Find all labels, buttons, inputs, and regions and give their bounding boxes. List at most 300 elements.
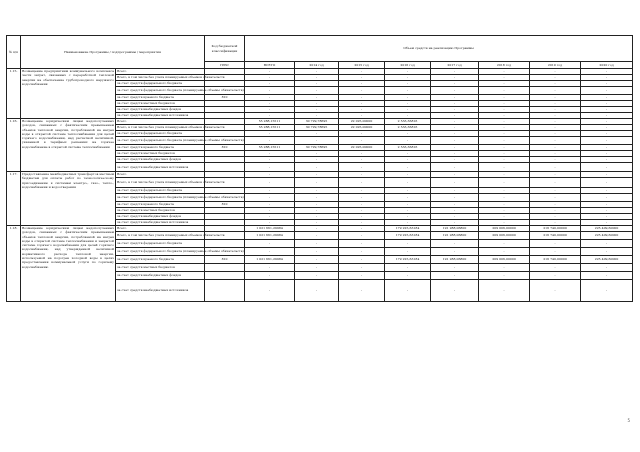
funding-value: - [245, 87, 295, 95]
funding-value: - [581, 202, 633, 208]
funding-value: - [530, 137, 581, 145]
funding-value: - [385, 240, 431, 248]
funding-source: за счет средств внебюджетных источников [116, 163, 205, 172]
funding-value: - [245, 107, 295, 113]
funding-value: - [385, 172, 431, 178]
funding-value: - [431, 87, 479, 95]
grbs-code: 810 [205, 95, 245, 101]
funding-value: - [581, 95, 633, 101]
funding-value: - [479, 157, 530, 163]
grbs-code [205, 272, 245, 280]
funding-value: - [479, 202, 530, 208]
funding-value: - [295, 232, 339, 240]
funding-value: - [295, 214, 339, 220]
funding-value: - [479, 81, 530, 87]
funding-source: за счет средств краевого бюджета [116, 95, 205, 101]
funding-value: 216 740,00000 [530, 232, 581, 240]
funding-value: - [431, 119, 479, 125]
funding-value: - [581, 107, 633, 113]
funding-value: - [530, 69, 581, 75]
funding-value: - [245, 194, 295, 202]
funding-value: - [581, 75, 633, 81]
funding-value: - [385, 131, 431, 137]
funding-value: - [479, 272, 530, 280]
header-year: 2018 год [479, 62, 530, 69]
funding-value: - [431, 178, 479, 188]
funding-value: - [245, 264, 295, 272]
funding-value: - [295, 272, 339, 280]
funding-value: - [530, 151, 581, 157]
funding-value: - [431, 101, 479, 107]
funding-value: - [581, 101, 633, 107]
funding-value: - [479, 194, 530, 202]
funding-value: - [245, 172, 295, 178]
funding-value: - [431, 280, 479, 302]
measure-number: 1.18. [7, 226, 21, 302]
funding-value: - [295, 163, 339, 172]
funding-source: Всего, в том числе без учета планируемых объемов обязательств [116, 178, 205, 188]
table-body [7, 69, 633, 302]
funding-source: за счет средств федерального бюджета [116, 188, 205, 194]
funding-value: 179 225,63184 [385, 256, 431, 264]
funding-source: за счет средств федерального бюджета [116, 240, 205, 248]
funding-value: - [530, 145, 581, 151]
funding-value: - [479, 125, 530, 131]
funding-value: - [295, 95, 339, 101]
funding-value: - [581, 151, 633, 157]
funding-value: - [245, 151, 295, 157]
funding-value: 2 533,36816 [385, 119, 431, 125]
funding-value: - [245, 101, 295, 107]
funding-value: - [339, 208, 385, 214]
funding-value: - [431, 248, 479, 256]
funding-value: 225 409,60000 [581, 232, 633, 240]
measure-name: Возмещение юридическим лицам недополученных доходов, связанных с фактическим превышением объемов тепловой энергии, потребляемой на нагрев воды в открытой системе теплоснабжения для целей горячего водоснабжения, над расчетной величиной, указанной в тарифных решениях на горячее водоснабжение в открытой системе теплоснабжения [21, 119, 116, 172]
funding-value: 209 006,00000 [479, 256, 530, 264]
funding-value: - [385, 151, 431, 157]
funding-value: 55 288,15511 [245, 125, 295, 131]
funding-source: за счет средств местных бюджетов [116, 264, 205, 272]
funding-value: - [581, 214, 633, 220]
funding-source: Всего [116, 226, 205, 232]
funding-value: - [339, 214, 385, 220]
header-code: Код бюджетной классификации [205, 36, 245, 62]
measure-number: 1.16. [7, 119, 21, 172]
funding-value: - [581, 264, 633, 272]
funding-value: - [431, 81, 479, 87]
funding-value: 30 729,78695 [295, 145, 339, 151]
funding-value: 30 729,78695 [295, 125, 339, 131]
funding-value: 179 225,63184 [385, 232, 431, 240]
funding-value: - [339, 220, 385, 226]
funding-value: - [479, 280, 530, 302]
funding-value: - [339, 81, 385, 87]
funding-source: за счет средств федерального бюджета (планируемые объемы обязательств) [116, 194, 205, 202]
funding-value: - [385, 214, 431, 220]
funding-value: - [245, 240, 295, 248]
funding-value: - [295, 248, 339, 256]
funding-value: 55 288,15511 [245, 145, 295, 151]
funding-value: - [581, 248, 633, 256]
funding-value: - [530, 214, 581, 220]
grbs-code [205, 264, 245, 272]
funding-value: - [339, 178, 385, 188]
funding-value: - [431, 125, 479, 131]
funding-value: - [339, 256, 385, 264]
funding-value: - [385, 157, 431, 163]
funding-value: - [339, 240, 385, 248]
funding-value: - [295, 208, 339, 214]
funding-value: - [245, 248, 295, 256]
funding-value: - [431, 95, 479, 101]
funding-value: - [245, 272, 295, 280]
funding-value: - [431, 107, 479, 113]
funding-value: - [339, 101, 385, 107]
funding-value: 2 533,36816 [385, 145, 431, 151]
funding-value: - [339, 232, 385, 240]
funding-value: - [431, 145, 479, 151]
funding-value: - [339, 272, 385, 280]
funding-value: - [245, 95, 295, 101]
funding-value: - [385, 137, 431, 145]
funding-value: - [339, 69, 385, 75]
funding-value: - [530, 208, 581, 214]
funding-value: - [479, 208, 530, 214]
header-year: 2017 год [431, 62, 479, 69]
funding-value: - [385, 220, 431, 226]
funding-value: - [581, 172, 633, 178]
funding-value: - [581, 69, 633, 75]
funding-value: - [385, 75, 431, 81]
funding-value: - [295, 131, 339, 137]
funding-source: за счет средств федерального бюджета (планируемые объемы обязательств) [116, 248, 205, 256]
funding-value: - [479, 172, 530, 178]
funding-value: - [431, 163, 479, 172]
funding-value: - [530, 113, 581, 119]
funding-value: - [245, 163, 295, 172]
funding-value: 55 288,15511 [245, 119, 295, 125]
funding-value: - [245, 188, 295, 194]
funding-value: - [530, 81, 581, 87]
funding-value: 22 025,00000 [339, 119, 385, 125]
funding-source: за счет средств федерального бюджета [116, 131, 205, 137]
funding-value: - [581, 163, 633, 172]
funding-value: 216 740,00000 [530, 256, 581, 264]
funding-value: - [245, 220, 295, 226]
funding-value: - [295, 194, 339, 202]
funding-value: - [295, 188, 339, 194]
measure-name: Возмещение предприятиям коммунального комплекса части затрат, связанных с переработкой тепловой энергии на обеспечение трубопроводного наружного водоснабжения [21, 69, 116, 119]
funding-value: 1 021 661,29984 [245, 232, 295, 240]
funding-value: - [530, 178, 581, 188]
grbs-code: 810 [205, 145, 245, 151]
grbs-code: 810 [205, 202, 245, 208]
funding-source: за счет средств федерального бюджета [116, 81, 205, 87]
funding-source: Всего, в том числе без учета планируемых объемов обязательств [117, 75, 225, 80]
funding-value: - [339, 163, 385, 172]
funding-value: - [431, 214, 479, 220]
funding-value: - [581, 280, 633, 302]
header-year: 2016 год [385, 62, 431, 69]
funding-value: - [431, 194, 479, 202]
funding-source: за счет средств краевого бюджета [116, 202, 205, 208]
funding-value: - [581, 119, 633, 125]
funding-value: - [385, 188, 431, 194]
funding-value: - [581, 188, 633, 194]
funding-source: за счет средств краевого бюджета [116, 256, 205, 264]
funding-value: - [479, 95, 530, 101]
funding-value: - [385, 264, 431, 272]
funding-value: - [479, 75, 530, 81]
grbs-code [205, 280, 245, 302]
funding-value: - [385, 178, 431, 188]
funding-table [6, 35, 633, 302]
funding-source: за счет средств местных бюджетов [116, 208, 205, 214]
funding-value: - [339, 75, 385, 81]
funding-value: - [339, 151, 385, 157]
funding-value: - [479, 107, 530, 113]
funding-value: - [431, 202, 479, 208]
funding-value: - [530, 75, 581, 81]
funding-value: - [295, 81, 339, 87]
funding-value: - [295, 157, 339, 163]
funding-value: - [245, 113, 295, 119]
funding-source: Всего, в том числе без учета планируемых объемов обязательств [117, 125, 225, 130]
funding-value: - [339, 264, 385, 272]
grbs-code [205, 240, 245, 248]
funding-value: - [581, 157, 633, 163]
funding-value: - [479, 220, 530, 226]
funding-value: - [339, 131, 385, 137]
funding-value: - [385, 95, 431, 101]
funding-value: - [295, 172, 339, 178]
funding-value: 191 288,06800 [431, 226, 479, 232]
funding-value: - [295, 87, 339, 95]
funding-value: - [245, 131, 295, 137]
funding-value: - [339, 248, 385, 256]
funding-value: - [245, 208, 295, 214]
funding-value: - [530, 125, 581, 131]
funding-value: - [530, 240, 581, 248]
funding-source: за счет средств внебюджетных фондов [116, 107, 205, 113]
funding-value: - [530, 157, 581, 163]
funding-value: 216 740,00000 [530, 226, 581, 232]
funding-value: - [581, 240, 633, 248]
funding-value: - [530, 107, 581, 113]
document-page [6, 35, 632, 302]
funding-value: - [479, 151, 530, 157]
funding-value: - [479, 69, 530, 75]
funding-value: - [339, 113, 385, 119]
funding-value: 209 006,00000 [479, 232, 530, 240]
funding-value: - [295, 151, 339, 157]
funding-value: - [295, 280, 339, 302]
funding-value: - [431, 113, 479, 119]
funding-value: - [295, 113, 339, 119]
measure-number: 1.17. [7, 172, 21, 226]
funding-value: - [530, 87, 581, 95]
page-number: 5 [627, 418, 630, 423]
funding-value: 1 021 661,29984 [245, 226, 295, 232]
header-year: 2020 год [581, 62, 633, 69]
funding-value: - [245, 75, 295, 81]
funding-source: за счет средств внебюджетных фондов [116, 214, 205, 220]
funding-value: - [581, 81, 633, 87]
funding-value: - [339, 95, 385, 101]
funding-value: - [385, 69, 431, 75]
funding-source: за счет средств внебюджетных источников [116, 280, 205, 302]
funding-value: - [245, 81, 295, 87]
funding-value: - [581, 113, 633, 119]
funding-value: 30 729,78695 [295, 119, 339, 125]
funding-source: за счет средств местных бюджетов [116, 101, 205, 107]
funding-value: - [339, 172, 385, 178]
funding-value: - [295, 240, 339, 248]
funding-value: - [479, 101, 530, 107]
funding-value: - [295, 220, 339, 226]
funding-value: - [245, 157, 295, 163]
funding-value: 209 006,00000 [479, 226, 530, 232]
funding-value: - [385, 208, 431, 214]
funding-source: за счет средств внебюджетных фондов [116, 272, 205, 280]
funding-value: - [581, 220, 633, 226]
funding-value: - [581, 87, 633, 95]
header-year: ВСЕГО [245, 62, 295, 69]
funding-value: - [385, 272, 431, 280]
funding-value: - [295, 75, 339, 81]
funding-value: 1 021 661,29984 [245, 256, 295, 264]
funding-value: - [479, 240, 530, 248]
funding-value: - [295, 264, 339, 272]
grbs-code [205, 163, 245, 172]
measure-name: Предоставление межбюджетных трансфертов местным бюджетам для оплаты работ по технологическому присоединению к системам электро-, газо-, тепло-, водоснабжения и водоотведения [21, 172, 116, 226]
funding-value: - [479, 87, 530, 95]
funding-value: - [530, 172, 581, 178]
funding-value: - [295, 69, 339, 75]
funding-value: - [431, 69, 479, 75]
funding-value: - [431, 157, 479, 163]
funding-value: - [245, 280, 295, 302]
funding-value: - [581, 137, 633, 145]
funding-value: - [295, 256, 339, 264]
funding-value: - [431, 240, 479, 248]
funding-value: - [339, 107, 385, 113]
funding-value: - [295, 226, 339, 232]
funding-value: - [479, 264, 530, 272]
funding-value: - [431, 151, 479, 157]
funding-value: - [385, 280, 431, 302]
funding-value: - [479, 145, 530, 151]
funding-value: - [431, 208, 479, 214]
funding-value: - [339, 157, 385, 163]
grbs-code: 810 [205, 256, 245, 264]
funding-value: - [581, 145, 633, 151]
funding-value: - [385, 248, 431, 256]
header-year: 2015 год [339, 62, 385, 69]
funding-value: - [431, 220, 479, 226]
funding-value: - [479, 163, 530, 172]
funding-value: - [530, 101, 581, 107]
funding-source: за счет средств федерального бюджета (планируемые объемы обязательств) [116, 87, 205, 95]
funding-value: 225 409,60000 [581, 256, 633, 264]
funding-source: Всего [116, 69, 205, 75]
header-year: 2019 год [530, 62, 581, 69]
funding-source: за счет средств краевого бюджета [116, 145, 205, 151]
funding-value: 179 225,63184 [385, 226, 431, 232]
funding-value: - [431, 131, 479, 137]
funding-value: - [295, 107, 339, 113]
funding-value: - [385, 163, 431, 172]
funding-value: - [431, 188, 479, 194]
funding-value: - [530, 163, 581, 172]
funding-value: - [385, 107, 431, 113]
funding-value: - [530, 264, 581, 272]
funding-value: - [385, 81, 431, 87]
funding-value: 22 025,00000 [339, 145, 385, 151]
funding-value: - [530, 202, 581, 208]
funding-value: - [385, 113, 431, 119]
measure-name: Возмещение юридическим лицам недополученных доходов, связанных с фактическим превышением объемов тепловой энергии, потребляемой на нагрев воды в открытой системе теплоснабжения и закрытой системе горячего водоснабжения для целей горячего водоснабжения, над утвержденной величиной нормативного расхода тепловой энергии, используемой на подогрев холодной воды в целях предоставления коммунальной услуги по горячему водоснабжению [21, 226, 116, 302]
funding-source: Всего [116, 172, 205, 178]
measure-number: 1.15. [7, 69, 21, 119]
funding-source: за счет средств местных бюджетов [116, 151, 205, 157]
funding-source: за счет средств федерального бюджета (планируемые объемы обязательств) [116, 137, 205, 145]
funding-source: Всего, в том числе без учета планируемых объемов обязательств [116, 232, 205, 240]
header-grbs: ГРБС [205, 62, 245, 69]
funding-value: - [339, 202, 385, 208]
funding-value: - [339, 137, 385, 145]
funding-value: - [581, 194, 633, 202]
funding-value: - [479, 131, 530, 137]
funding-value: - [479, 214, 530, 220]
funding-value: 2 533,36816 [385, 125, 431, 131]
funding-value: - [530, 248, 581, 256]
funding-value: - [479, 137, 530, 145]
funding-value: - [530, 280, 581, 302]
funding-value: 191 288,06800 [431, 232, 479, 240]
funding-source: за счет средств внебюджетных фондов [116, 157, 205, 163]
funding-value: - [339, 87, 385, 95]
funding-value: - [431, 272, 479, 280]
funding-value: - [385, 101, 431, 107]
funding-value: - [479, 178, 530, 188]
funding-value: - [530, 95, 581, 101]
funding-value: - [530, 188, 581, 194]
funding-source: Всего [116, 119, 205, 125]
funding-value: - [530, 194, 581, 202]
header-year: 2014 год [295, 62, 339, 69]
funding-source: за счет средств внебюджетных источников [116, 113, 205, 119]
funding-value: - [581, 178, 633, 188]
funding-value: - [339, 226, 385, 232]
funding-value: - [339, 188, 385, 194]
funding-value: - [245, 214, 295, 220]
funding-value: - [431, 264, 479, 272]
funding-value: - [581, 272, 633, 280]
funding-value: - [479, 119, 530, 125]
funding-value: 191 288,06800 [431, 256, 479, 264]
header-no: № п/п [7, 36, 21, 69]
header-name: Наименование Программы / подпрограммы / мероприятия [21, 36, 205, 69]
funding-value: - [245, 69, 295, 75]
funding-value: - [530, 220, 581, 226]
funding-value: - [431, 172, 479, 178]
funding-value: - [479, 113, 530, 119]
funding-value: - [479, 188, 530, 194]
funding-value: - [581, 131, 633, 137]
funding-value: - [479, 248, 530, 256]
funding-value: - [431, 75, 479, 81]
